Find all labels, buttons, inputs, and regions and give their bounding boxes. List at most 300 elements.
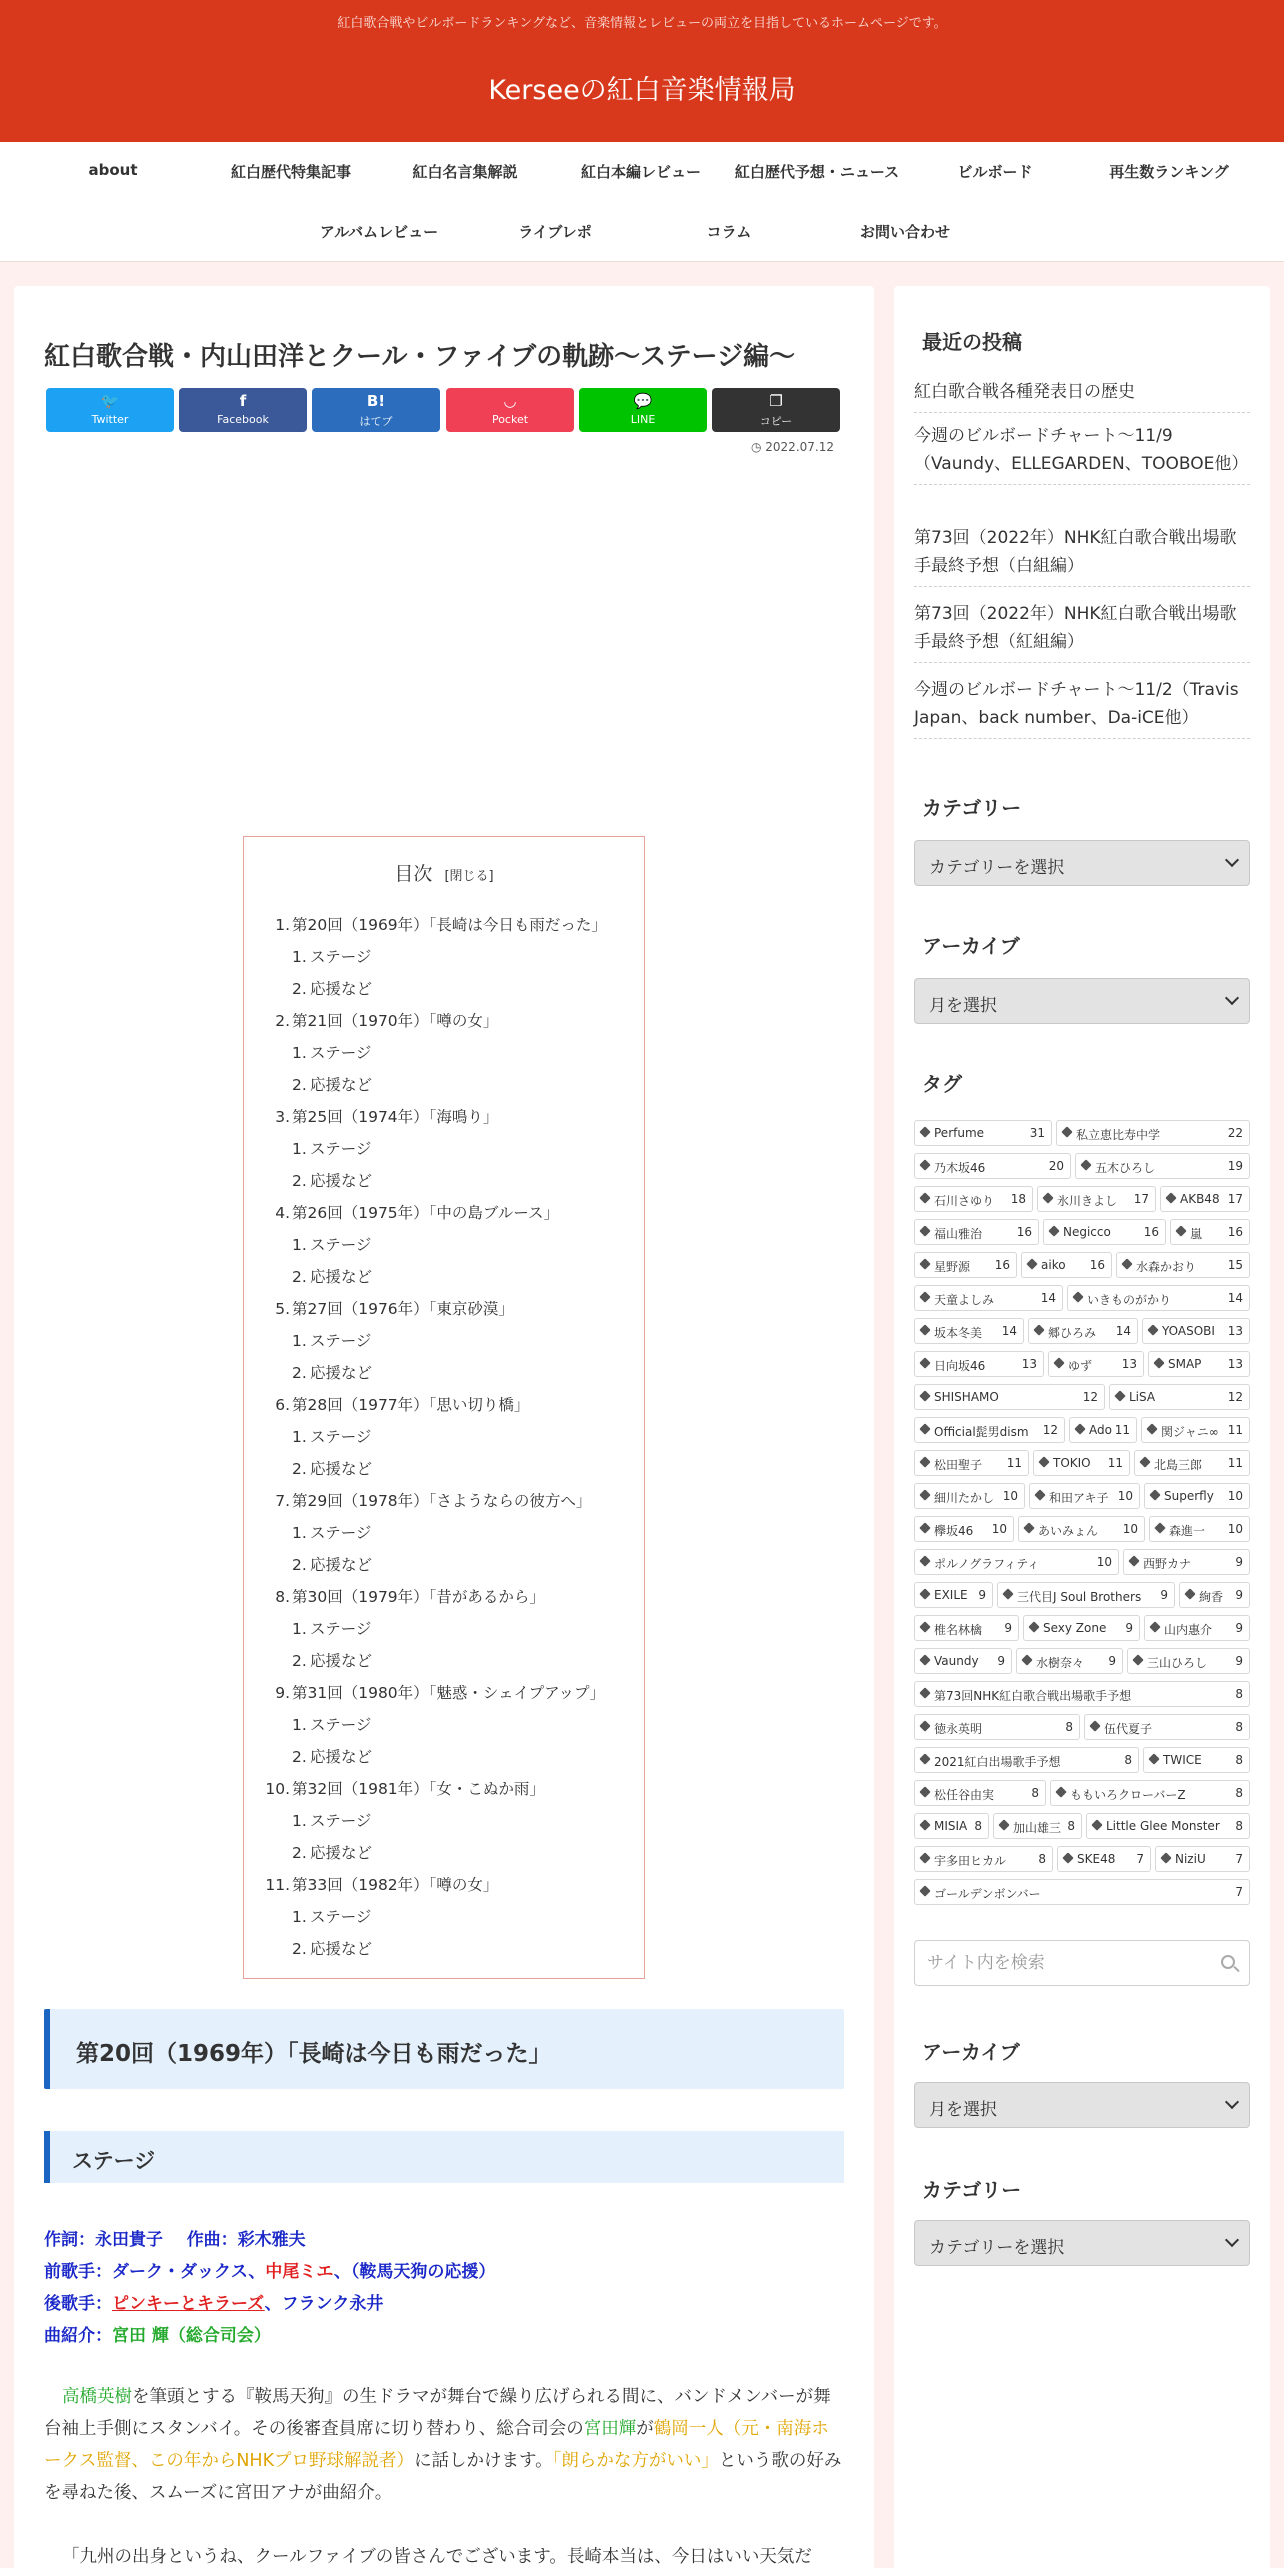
toc-item-label: 第26回（1975年）「中の島ブルース」 [292, 1204, 560, 1222]
tag-link[interactable] [914, 1516, 1014, 1542]
nav-item-predictions[interactable]: 紅白歴代予想・ニュース [734, 163, 900, 181]
tag-link[interactable] [914, 1846, 1053, 1872]
tag-link[interactable] [1069, 1417, 1137, 1443]
tag-icon [1146, 1423, 1157, 1434]
toc-subitem[interactable] [292, 1329, 371, 1351]
tag-count: 8 [974, 1819, 982, 1833]
tag-link[interactable] [1123, 1549, 1250, 1575]
tag-link[interactable] [1029, 1483, 1140, 1509]
separator: 、 [333, 2262, 351, 2282]
share-label: はてブ [359, 415, 393, 428]
tag-link[interactable] [914, 1318, 1024, 1344]
tag-link[interactable] [914, 1648, 1012, 1674]
toc-subitem[interactable] [292, 1745, 372, 1767]
tag-icon [919, 1324, 930, 1335]
tag-link[interactable] [1050, 1780, 1250, 1806]
toc-toggle[interactable]: [閉じる] [444, 869, 494, 884]
tag-link[interactable] [1018, 1516, 1145, 1542]
tag-link[interactable] [914, 1813, 989, 1839]
toc-subitem[interactable] [292, 1713, 371, 1735]
tag-count: 14 [1227, 1291, 1243, 1305]
tag-name: 2021紅白出場歌手予想 [934, 1755, 1061, 1769]
tag-name: Perfume [934, 1126, 985, 1140]
tag-count: 11 [1227, 1423, 1243, 1437]
toc-subitem[interactable] [292, 1041, 371, 1063]
tag-name: SHISHAMO [934, 1390, 999, 1404]
tag-link[interactable] [914, 1681, 1250, 1707]
tag-count: 14 [1001, 1324, 1017, 1338]
toc-subitem-number: 1. [292, 1716, 307, 1734]
tag-icon [1021, 1654, 1032, 1665]
prev-singer-2: 中尾ミエ [265, 2262, 334, 2282]
toc-item-number: 6. [275, 1396, 290, 1414]
tag-count: 16 [994, 1258, 1010, 1272]
toc-subitem[interactable] [292, 1457, 372, 1479]
tag-link[interactable] [914, 1417, 1065, 1443]
nav-item-album-review[interactable]: アルバムレビュー [319, 223, 439, 241]
toc-subitem[interactable] [292, 1073, 372, 1095]
separator: 、 [248, 2262, 266, 2282]
tag-name: Little Glee Monster [1106, 1819, 1220, 1833]
recent-post-link[interactable]: 第73回（2022年）NHK紅白歌合戦出場歌手最終予想（白組編） [914, 524, 1250, 587]
tag-name: 関ジャニ∞ [1161, 1425, 1219, 1439]
toc-subitem[interactable] [292, 1361, 372, 1383]
toc-item[interactable] [264, 1105, 498, 1127]
toc-subitem-number: 1. [292, 1428, 307, 1446]
tag-link[interactable] [1149, 1516, 1250, 1542]
tag-link[interactable] [1160, 1186, 1250, 1212]
toc-subitem[interactable] [292, 1937, 372, 1959]
toc-item-number: 4. [275, 1204, 290, 1222]
category-title: カテゴリー [922, 796, 1022, 820]
tag-link[interactable] [1109, 1384, 1250, 1410]
toc-subitem[interactable] [292, 1809, 371, 1831]
lyrics-label: 作詞： [44, 2230, 95, 2250]
tag-icon [1062, 1852, 1073, 1863]
quote-paragraph: 「九州の出身というね、クールファイブの皆さんでございます。長崎本当は、今日はいい天気だ [62, 2547, 812, 2567]
tag-link[interactable] [914, 1450, 1029, 1476]
toc-subitem[interactable] [292, 945, 371, 967]
tag-link[interactable] [1127, 1648, 1250, 1674]
share-twitter-button[interactable] [46, 388, 174, 432]
tag-count: 9 [1235, 1588, 1243, 1602]
nav-item-reviews[interactable]: 紅白本編レビュー [580, 163, 701, 181]
tag-icon [1175, 1225, 1186, 1236]
category-title-2: カテゴリー [922, 2178, 1022, 2202]
tag-icon [919, 1126, 930, 1137]
post-date [680, 440, 834, 454]
toc-header [244, 859, 644, 886]
tag-name: 天童よしみ [934, 1293, 995, 1307]
tag-icon [1072, 1291, 1083, 1302]
body-paragraph [44, 2381, 844, 2509]
tag-name: ゴールデンボンバー [934, 1887, 1041, 1901]
tag-count: 17 [1227, 1192, 1243, 1206]
recent-post-link[interactable]: 今週のビルボードチャート～11/9（Vaundy、ELLEGARDEN、TOOBOE他） [914, 422, 1250, 485]
tag-icon [919, 1390, 930, 1401]
tag-name: 私立恵比寿中学 [1076, 1128, 1161, 1142]
tag-count: 8 [1031, 1786, 1039, 1800]
category-select-2[interactable] [914, 2220, 1250, 2266]
tag-name: 五木ひろし [1095, 1161, 1156, 1175]
share-label: コピー [759, 415, 793, 428]
tag-link[interactable] [1141, 1417, 1250, 1443]
archive-title-2: アーカイブ [922, 2040, 1020, 2064]
toc-item-number: 10. [265, 1780, 290, 1798]
tag-name: 欅坂46 [934, 1524, 974, 1538]
tag-count: 10 [1117, 1489, 1133, 1503]
nav-item-ranking[interactable]: 再生数ランキング [1109, 163, 1229, 181]
toc-item[interactable] [264, 1201, 559, 1223]
archive-title: アーカイブ [922, 934, 1020, 958]
tag-icon [1048, 1225, 1059, 1236]
toc-subitem[interactable] [292, 1265, 372, 1287]
tag-link[interactable] [914, 1153, 1071, 1179]
toc-item[interactable] [264, 1873, 498, 1895]
tag-name: 伍代夏子 [1104, 1722, 1153, 1736]
toc-item[interactable] [264, 1297, 514, 1319]
nav-item-contact[interactable]: お問い合わせ [859, 223, 950, 241]
nav-item-quotes[interactable]: 紅白名言集解説 [412, 163, 518, 181]
toc-subitem[interactable] [292, 1425, 371, 1447]
tag-icon [919, 1456, 930, 1467]
tag-link[interactable] [1144, 1483, 1250, 1509]
search-icon[interactable] [1221, 1955, 1235, 1969]
toc-subitem-label: 応援など [310, 1748, 373, 1766]
tag-name: 乃木坂46 [934, 1161, 986, 1175]
tag-name: YOASOBI [1162, 1324, 1215, 1338]
tag-icon [919, 1852, 930, 1863]
tag-icon [1149, 1621, 1160, 1632]
tag-count: 10 [1122, 1522, 1138, 1536]
category-select-value: カテゴリーを選択 [929, 858, 1065, 878]
tag-name: 松任谷由実 [934, 1788, 995, 1802]
nav-item-billboard[interactable]: ビルボード [957, 163, 1033, 181]
toc-item[interactable] [264, 1585, 545, 1607]
tag-count: 13 [1021, 1357, 1037, 1371]
tag-name: 日向坂46 [934, 1359, 986, 1373]
share-pocket-button[interactable] [446, 388, 574, 432]
tag-link[interactable] [914, 1549, 1119, 1575]
toc-subitem[interactable] [292, 1905, 371, 1927]
toc-title: 目次 [394, 863, 433, 885]
tag-link[interactable] [1057, 1846, 1151, 1872]
toc-subitem-number: 2. [292, 1748, 307, 1766]
share-label: Facebook [217, 413, 269, 426]
tag-count: 9 [1108, 1654, 1116, 1668]
tag-name: あいみょん [1038, 1524, 1099, 1538]
toc-subitem-number: 1. [292, 1140, 307, 1158]
toc-subitem-label: ステージ [310, 948, 372, 966]
clock-icon: ◷ [750, 440, 766, 454]
tag-name: LiSA [1129, 1390, 1156, 1404]
tag-link[interactable] [1144, 1615, 1250, 1641]
tag-count: 8 [1067, 1819, 1075, 1833]
toc-subitem[interactable] [292, 1649, 372, 1671]
next-singer-1-link[interactable]: ピンキーとキラーズ [112, 2294, 265, 2314]
toc-subitem[interactable] [292, 977, 372, 999]
toc-subitem-number: 1. [292, 1524, 307, 1542]
prev-singer-1: ダーク・ダックス [112, 2262, 249, 2282]
toc-subitem[interactable] [292, 1233, 371, 1255]
tag-link[interactable] [914, 1780, 1046, 1806]
tag-link[interactable] [993, 1813, 1082, 1839]
toc-item[interactable] [264, 1393, 529, 1415]
toc-subitem[interactable] [292, 1169, 372, 1191]
tag-icon [1139, 1456, 1150, 1467]
paragraph-text: を筆頭とする『鞍馬天狗』の生ドラマが舞台で繰り広げられる間に、バンドメンバーが舞台袖上手側にスタンバイ。その後審査員席に切り替わり、総合司会の [44, 2387, 831, 2439]
hatena-icon: B! [366, 392, 386, 410]
archive-select[interactable] [914, 978, 1250, 1024]
toc-subitem-label: 応援など [310, 1652, 373, 1670]
archive-select-2[interactable] [914, 2082, 1250, 2128]
toc-subitem-label: ステージ [310, 1908, 372, 1926]
tag-icon [919, 1753, 930, 1764]
recent-post-link[interactable]: 紅白歌合戦各種発表日の歴史 [914, 378, 1250, 413]
toc-subitem-number: 2. [292, 1556, 307, 1574]
tag-link[interactable] [1084, 1714, 1250, 1740]
tag-icon [919, 1258, 930, 1269]
toc-subitem-number: 2. [292, 1460, 307, 1478]
tag-link[interactable] [1143, 1747, 1250, 1773]
toc-subitem-label: ステージ [310, 1524, 372, 1542]
share-hatena-button[interactable] [312, 388, 440, 432]
chevron-down-icon [1225, 2095, 1239, 2109]
tag-name: いきものがかり [1087, 1293, 1172, 1307]
toc-subitem-label: 応援など [310, 1556, 373, 1574]
table-of-contents [243, 836, 645, 1979]
tag-name: TWICE [1163, 1753, 1202, 1767]
tag-icon [1033, 1324, 1044, 1335]
tag-count: 9 [1160, 1588, 1168, 1602]
toc-item-label: 第27回（1976年）「東京砂漠」 [292, 1300, 514, 1318]
tag-link[interactable] [1016, 1648, 1123, 1674]
tag-link[interactable] [914, 1384, 1105, 1410]
tag-name: EXILE [934, 1588, 968, 1602]
toc-subitem-label: ステージ [310, 1620, 372, 1638]
post-date-text: 2022.07.12 [765, 440, 834, 454]
pocket-icon: ◡ [504, 392, 516, 410]
toc-subitem[interactable] [292, 1841, 372, 1863]
toc-item-number: 7. [275, 1492, 290, 1510]
tag-link[interactable] [914, 1285, 1063, 1311]
toc-item-number: 1. [275, 916, 290, 934]
toc-subitem-number: 1. [292, 1236, 307, 1254]
recent-post-link[interactable]: 今週のビルボードチャート～11/2（Travis Japan、back number、Da-iCE他） [914, 676, 1250, 739]
toc-item-label: 第30回（1979年）「昔があるから」 [292, 1588, 545, 1606]
tag-count: 22 [1227, 1126, 1243, 1140]
toc-subitem[interactable] [292, 1137, 371, 1159]
prev-label: 前歌手： [44, 2262, 112, 2282]
tag-name: aiko [1041, 1258, 1066, 1272]
tag-link[interactable] [1043, 1219, 1166, 1245]
tag-count: 13 [1227, 1357, 1243, 1371]
post-title: 紅白歌合戦・内山田洋とクール・ファイブの軌跡～ステージ編～ [44, 342, 796, 372]
chevron-down-icon [1225, 2233, 1239, 2247]
tag-name: 北島三郎 [1154, 1458, 1203, 1472]
introducer: 宮田 輝（総合司会） [112, 2326, 271, 2346]
toc-subitem-number: 2. [292, 980, 307, 998]
tag-count: 7 [1235, 1885, 1243, 1899]
tag-link[interactable] [914, 1582, 993, 1608]
tag-link[interactable] [1021, 1252, 1112, 1278]
toc-subitem-label: 応援など [310, 1172, 373, 1190]
tag-link[interactable] [914, 1483, 1025, 1509]
tag-name: SKE48 [1077, 1852, 1116, 1866]
tag-name: 氷川きよし [1057, 1194, 1118, 1208]
tag-icon [919, 1159, 930, 1170]
tag-name: 坂本冬美 [934, 1326, 983, 1340]
toc-item-number: 2. [275, 1012, 290, 1030]
tag-name: 石川さゆり [934, 1194, 995, 1208]
toc-item[interactable] [264, 1777, 545, 1799]
tag-count: 10 [1002, 1489, 1018, 1503]
tag-count: 9 [997, 1654, 1005, 1668]
toc-subitem[interactable] [292, 1553, 372, 1575]
tag-icon [1091, 1819, 1102, 1830]
tag-icon [1028, 1621, 1039, 1632]
line-icon: 💬 [633, 392, 653, 410]
tag-name: 第73回NHK紅白歌合戦出場歌手予想 [934, 1689, 1132, 1703]
tag-icon [1154, 1522, 1165, 1533]
nav-item-kouhaku-features[interactable]: 紅白歴代特集記事 [230, 163, 351, 181]
tag-link[interactable] [914, 1879, 1250, 1905]
tag-icon [1080, 1159, 1091, 1170]
tag-name: 和田アキ子 [1049, 1491, 1109, 1505]
tag-link[interactable] [1023, 1615, 1140, 1641]
toc-subitem-label: ステージ [310, 1812, 372, 1830]
recent-post-link[interactable]: 第73回（2022年）NHK紅白歌合戦出場歌手最終予想（紅組編） [914, 600, 1250, 663]
nav-item-live-report[interactable]: ライブレポ [518, 223, 592, 241]
tag-icon [919, 1423, 930, 1434]
tag-link[interactable] [1028, 1318, 1138, 1344]
toc-item-number: 9. [275, 1684, 290, 1702]
nav-item-column[interactable]: コラム [706, 223, 752, 241]
tag-icon [919, 1489, 930, 1500]
tag-link[interactable] [1037, 1186, 1156, 1212]
tag-link[interactable] [1075, 1153, 1250, 1179]
tag-link[interactable] [914, 1219, 1039, 1245]
tag-link[interactable] [1179, 1582, 1250, 1608]
toc-item[interactable] [264, 913, 607, 935]
category-select[interactable] [914, 840, 1250, 886]
tag-count: 9 [1004, 1621, 1012, 1635]
tag-name: NiziU [1175, 1852, 1206, 1866]
tag-count: 12 [1227, 1390, 1243, 1404]
tag-icon [919, 1225, 930, 1236]
tag-link[interactable] [1170, 1219, 1250, 1245]
toc-subitem-label: 応援など [310, 1268, 373, 1286]
tag-link[interactable] [1134, 1450, 1250, 1476]
tag-link[interactable] [914, 1186, 1033, 1212]
tag-link[interactable] [1148, 1351, 1250, 1377]
tag-count: 18 [1010, 1192, 1026, 1206]
tag-icon [1023, 1522, 1034, 1533]
tag-name: 細川たかし [934, 1491, 995, 1505]
toc-item[interactable] [264, 1009, 498, 1031]
tag-link[interactable] [1048, 1351, 1144, 1377]
tag-name: ももいろクローバーZ [1070, 1788, 1186, 1802]
share-line-button[interactable] [579, 388, 707, 432]
toc-item-number: 11. [265, 1876, 290, 1894]
tag-link[interactable] [914, 1252, 1017, 1278]
tag-count: 12 [1082, 1390, 1098, 1404]
tag-icon [919, 1357, 930, 1368]
tag-link[interactable] [914, 1615, 1019, 1641]
tag-icon [919, 1621, 930, 1632]
tag-link[interactable] [1155, 1846, 1250, 1872]
tag-link[interactable] [1086, 1813, 1250, 1839]
toc-item[interactable] [264, 1489, 591, 1511]
chevron-down-icon [1225, 991, 1239, 1005]
toc-item[interactable] [264, 1681, 605, 1703]
tag-icon [1026, 1258, 1037, 1269]
toc-subitem-label: ステージ [310, 1428, 372, 1446]
tag-link[interactable] [997, 1582, 1175, 1608]
tag-icon [1149, 1489, 1160, 1500]
tag-count: 10 [1096, 1555, 1112, 1569]
tag-icon [919, 1819, 930, 1830]
composer-label: 作曲： [186, 2230, 238, 2250]
tag-link[interactable] [1142, 1318, 1250, 1344]
tag-link[interactable] [914, 1351, 1044, 1377]
tag-link[interactable] [914, 1747, 1139, 1773]
tag-name: 絢香 [1199, 1590, 1224, 1604]
tag-name: Vaundy [934, 1654, 979, 1668]
tags-title: タグ [922, 1072, 962, 1096]
tag-link[interactable] [914, 1120, 1052, 1146]
tag-count: 10 [1227, 1489, 1243, 1503]
tag-count: 8 [1038, 1852, 1046, 1866]
tag-name: 山内惠介 [1164, 1623, 1213, 1637]
toc-subitem-label: ステージ [310, 1236, 372, 1254]
nav-item-about[interactable]: about [88, 161, 138, 179]
tag-count: 11 [1114, 1423, 1130, 1437]
search-input[interactable] [927, 1951, 1207, 1975]
tag-count: 8 [1235, 1687, 1243, 1701]
share-copy-button[interactable] [712, 388, 840, 432]
lyricist: 永田貴子 [95, 2230, 163, 2250]
toc-item-label: 第21回（1970年）「噂の女」 [292, 1012, 499, 1030]
tag-link[interactable] [1056, 1120, 1250, 1146]
site-title[interactable]: Kerseeの紅白音楽情報局 [488, 75, 796, 106]
previous-singers [44, 2257, 495, 2282]
next-singer-2: フランク永井 [281, 2294, 384, 2314]
share-facebook-button[interactable] [179, 388, 307, 432]
tag-name: Official髭男dism [934, 1425, 1029, 1439]
tag-link[interactable] [914, 1714, 1080, 1740]
tag-icon [1089, 1720, 1100, 1731]
tag-link[interactable] [1116, 1252, 1250, 1278]
tag-icon [1114, 1390, 1125, 1401]
toc-subitem[interactable] [292, 1617, 371, 1639]
toc-subitem-number: 1. [292, 1332, 307, 1350]
toc-item-label: 第33回（1982年）「噂の女」 [292, 1876, 499, 1894]
toc-subitem[interactable] [292, 1521, 371, 1543]
tag-count: 17 [1133, 1192, 1149, 1206]
tag-icon [919, 1687, 930, 1698]
tag-icon [1042, 1192, 1053, 1203]
toc-item-label: 第20回（1969年）「長崎は今日も雨だった」 [292, 916, 607, 934]
toc-subitem-number: 2. [292, 1172, 307, 1190]
tag-link[interactable] [1067, 1285, 1250, 1311]
tag-name: 嵐 [1190, 1227, 1203, 1241]
tag-icon [998, 1819, 1009, 1830]
paragraph-text: に話しかけます。 [414, 2451, 553, 2471]
tag-link[interactable] [1033, 1450, 1130, 1476]
tag-icon [1038, 1456, 1049, 1467]
toc-subitem-label: ステージ [310, 1044, 372, 1062]
